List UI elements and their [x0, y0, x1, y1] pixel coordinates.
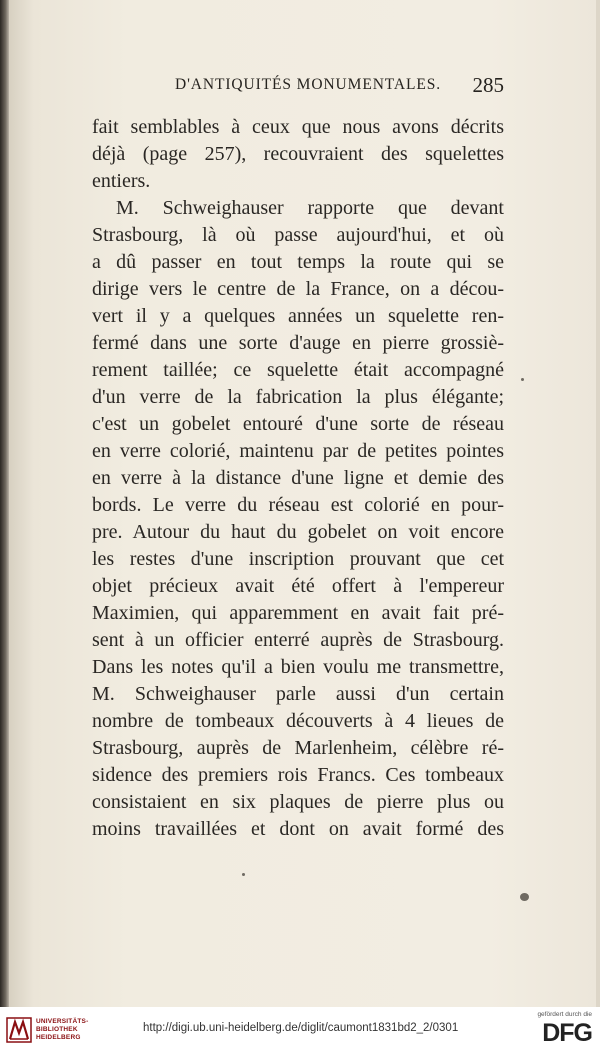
text-line: entiers. [92, 170, 151, 192]
text-line: pre. Autour du haut du gobelet on voit encore [92, 521, 504, 543]
text-line: Maximien, qui apparemment en avait fait pré- [92, 602, 504, 624]
text-line: rement taillée; ce squelette était accompagné [92, 359, 504, 381]
library-logo[interactable] [6, 1015, 116, 1047]
library-emblem-icon [6, 1017, 32, 1043]
paper-spot [242, 873, 245, 876]
funder-caption: gefördert durch die [537, 1011, 592, 1018]
library-name-line: UNIVERSITÄTS- [36, 1018, 89, 1025]
text-line: d'un verre de la fabrication la plus élégante; [92, 386, 504, 408]
text-line: Dans les notes qu'il a bien voulu me transmettre, [92, 656, 504, 678]
text-line: nombre de tombeaux découverts à 4 lieues de [92, 710, 504, 732]
text-line: M. Schweighauser parle aussi d'un certain [92, 683, 504, 705]
book-spine-shadow [0, 0, 9, 1007]
text-line: en verre à la distance d'une ligne et demie des [92, 467, 504, 489]
text-line: Strasbourg, là où passe aujourd'hui, et où [92, 224, 504, 246]
page-number: 285 [472, 73, 504, 97]
dfg-logo: DFG [542, 1019, 592, 1047]
text-line: consistaient en six plaques de pierre plus ou [92, 791, 504, 813]
text-line: moins travaillées et dont on avait formé des [92, 818, 504, 840]
text-line: c'est un gobelet entouré d'une sorte de réseau [92, 413, 504, 435]
text-line: sidence des premiers rois Francs. Ces tombeaux [92, 764, 504, 786]
funder-logo[interactable] [530, 1011, 592, 1049]
text-line: objet précieux avait été offert à l'empereur [92, 575, 504, 597]
text-line: les restes d'une inscription prouvant que cet [92, 548, 504, 570]
paper-spot [520, 893, 529, 901]
text-line: Strasbourg, auprès de Marlenheim, célèbre ré- [92, 737, 504, 759]
paper-spot [521, 378, 524, 381]
running-head [92, 73, 504, 100]
permalink-url[interactable]: http://digi.ub.uni-heidelberg.de/diglit/caumont1831bd2_2/0301 [143, 1022, 459, 1034]
text-line: dirige vers le centre de la France, on a décou- [92, 278, 504, 300]
text-line: sent à un officier enterré auprès de Strasbourg. [92, 629, 504, 651]
viewer-footer [0, 1007, 600, 1052]
text-line: a dû passer en tout temps la route qui se [92, 251, 504, 273]
library-name [36, 1018, 88, 1042]
text-line: déjà (page 257), recouvraient des squelettes [92, 143, 504, 165]
page-edge [596, 0, 600, 1007]
library-name-line: HEIDELBERG [36, 1034, 81, 1041]
text-line: bords. Le verre du réseau est colorié en pour- [92, 494, 504, 516]
text-line: M. Schweighauser rapporte que devant [116, 197, 504, 219]
running-head-title: D'ANTIQUITÉS MONUMENTALES. [175, 76, 442, 93]
text-line: fait semblables à ceux que nous avons décrits [92, 116, 504, 138]
text-line: vert il y a quelques années un squelette ren- [92, 305, 504, 327]
text-line: fermé dans une sorte d'auge en pierre grossiè- [92, 332, 504, 354]
text-line: en verre colorié, maintenu par de petites pointes [92, 440, 504, 462]
library-name-line: BIBLIOTHEK [36, 1026, 78, 1033]
body-text [92, 114, 504, 843]
